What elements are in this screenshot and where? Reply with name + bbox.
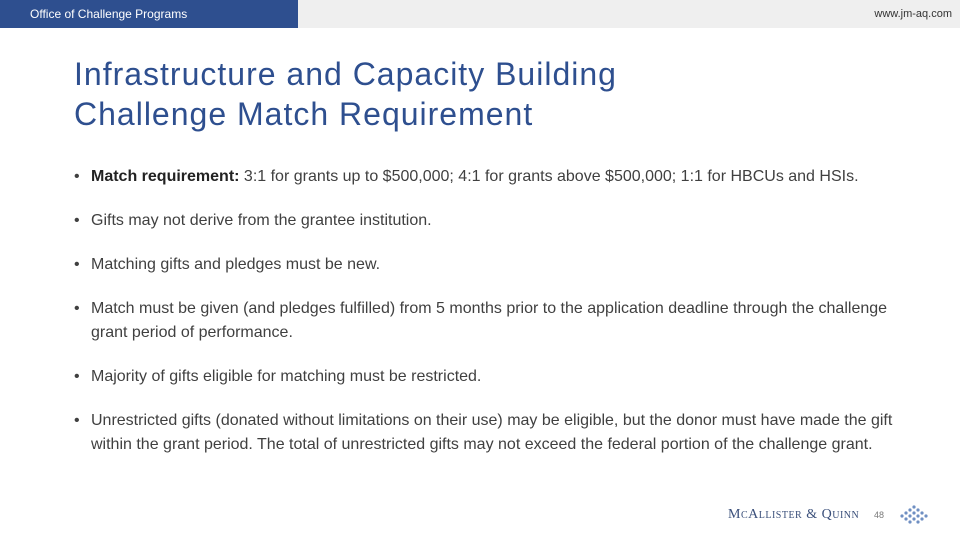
- bullet-marker: •: [74, 168, 80, 185]
- bullet-marker: •: [74, 256, 80, 273]
- bullet-text: Majority of gifts eligible for matching must be restricted.: [91, 368, 482, 385]
- bullet-text: Gifts may not derive from the grantee institution.: [91, 212, 432, 229]
- bullet-text: Matching gifts and pledges must be new.: [91, 256, 381, 273]
- website-url: www.jm-aq.com: [874, 8, 952, 20]
- slide-title: [74, 54, 874, 134]
- bullet-item: [74, 253, 904, 277]
- bullet-marker: •: [74, 300, 80, 317]
- bullet-item: [74, 165, 904, 189]
- bullet-text: Match must be given (and pledges fulfilled) from 5 months prior to the application deadline through the challenge grant period of performance.: [91, 300, 888, 341]
- section-label: Office of Challenge Programs: [0, 0, 298, 28]
- page-number: 48: [874, 510, 885, 520]
- top-header-bar: [0, 0, 960, 28]
- bullet-item: [74, 365, 904, 389]
- bullet-marker: •: [74, 368, 80, 385]
- bullet-item: [74, 297, 904, 345]
- slide-title-line-1: Infrastructure and Capacity Building: [74, 56, 617, 92]
- bullet-item: [74, 409, 904, 457]
- bullet-text: 3:1 for grants up to $500,000; 4:1 for grants above $500,000; 1:1 for HBCUs and HSIs.: [239, 168, 859, 185]
- bullet-list: [74, 165, 904, 477]
- slide-title-line-2: Challenge Match Requirement: [74, 96, 534, 132]
- company-logo-text: McAllister & Quinn: [728, 507, 860, 522]
- bullet-lead: Match requirement:: [91, 168, 240, 185]
- bullet-item: [74, 209, 904, 233]
- mq-diamond-logo-icon: [896, 504, 932, 526]
- bullet-marker: •: [74, 412, 80, 429]
- bullet-marker: •: [74, 212, 80, 229]
- bullet-text: Unrestricted gifts (donated without limitations on their use) may be eligible, but the donor must have made the gift within the grant period. The total of unrestricted gifts may not exceed the federal portion of the challenge grant.: [91, 412, 893, 453]
